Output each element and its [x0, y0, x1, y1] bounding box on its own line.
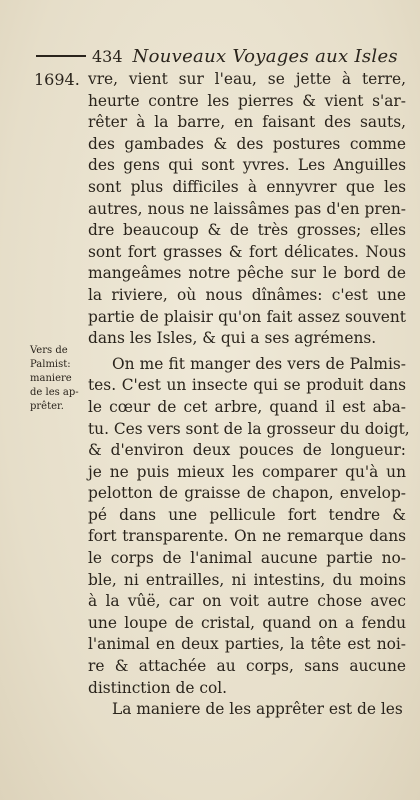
margin-note-line: de les ap-: [30, 387, 79, 398]
text-line: le cœur de cet arbre, quand il est aba-: [88, 397, 406, 416]
running-title: Nouveaux Voyages aux Isles: [132, 45, 398, 67]
margin-note-line: Vers de: [30, 345, 68, 356]
text-line: l'animal en deux parties, la tête est noi-: [88, 635, 406, 654]
text-line: On me fit manger des vers de Palmis-: [112, 354, 406, 373]
body-text: [88, 69, 410, 721]
text-line: à la vûë, car on voit autre chose avec: [88, 592, 406, 611]
margin-year: 1694.: [34, 70, 80, 89]
text-line: tes. C'est un insecte qui se produit dans: [88, 376, 406, 395]
text-line: sont fort grasses & fort délicates. Nous: [88, 242, 406, 261]
text-line: re & attachée au corps, sans aucune: [88, 657, 406, 676]
paragraph-3: [88, 699, 406, 721]
text-line: je ne puis mieux les comparer qu'à un: [88, 462, 406, 481]
text-line: heurte contre les pierres & vient s'ar-: [88, 91, 406, 110]
margin-note-line: prêter.: [30, 401, 64, 412]
text-line: dre beaucoup & de très grosses; elles: [88, 221, 406, 240]
text-line: vre, vient sur l'eau, se jette à terre,: [88, 70, 406, 88]
page-header: [36, 44, 406, 68]
text-line: pelotton de graisse de chapon, envelop-: [88, 484, 406, 503]
paragraph-2: [88, 354, 410, 700]
text-line: des gambades & des postures comme: [88, 134, 406, 153]
text-line: autres, nous ne laissâmes pas d'en pren-: [88, 199, 406, 218]
text-line: pé dans une pellicule fort tendre &: [88, 505, 406, 524]
page-number: 434: [92, 46, 123, 66]
text-line: le corps de l'animal aucune partie no-: [88, 549, 406, 568]
text-line: une loupe de cristal, quand on a fendu: [88, 613, 406, 632]
text-line: mangeâmes notre pêche sur le bord de: [88, 264, 406, 283]
text-line: sont plus difficiles à ennyvrer que les: [88, 177, 406, 196]
text-line: tu. Ces vers sont de la grosseur du doigt,: [88, 419, 410, 438]
text-line: fort transparente. On ne remarque dans: [88, 527, 406, 546]
text-line: ble, ni entrailles, ni intestins, du moins: [88, 570, 406, 589]
text-line: la riviere, où nous dînâmes: c'est une: [88, 285, 406, 304]
text-line: La maniere de les apprêter est de les: [112, 700, 403, 719]
margin-note-line: Palmist:: [30, 359, 71, 370]
text-line: des gens qui sont yvres. Les Anguilles: [88, 156, 406, 175]
text-line: partie de plaisir qu'on fait assez souvent: [88, 307, 406, 326]
header-rule: [36, 55, 86, 57]
text-line: & d'environ deux pouces de longueur:: [88, 441, 406, 460]
text-line: rêter à la barre, en faisant des sauts,: [88, 113, 406, 132]
margin-note-line: maniere: [30, 373, 72, 384]
text-line: dans les Isles, & qui a ses agrémens.: [88, 329, 377, 348]
margin-note: [30, 344, 86, 414]
text-line: distinction de col.: [88, 678, 228, 697]
paragraph-1: [88, 69, 406, 350]
